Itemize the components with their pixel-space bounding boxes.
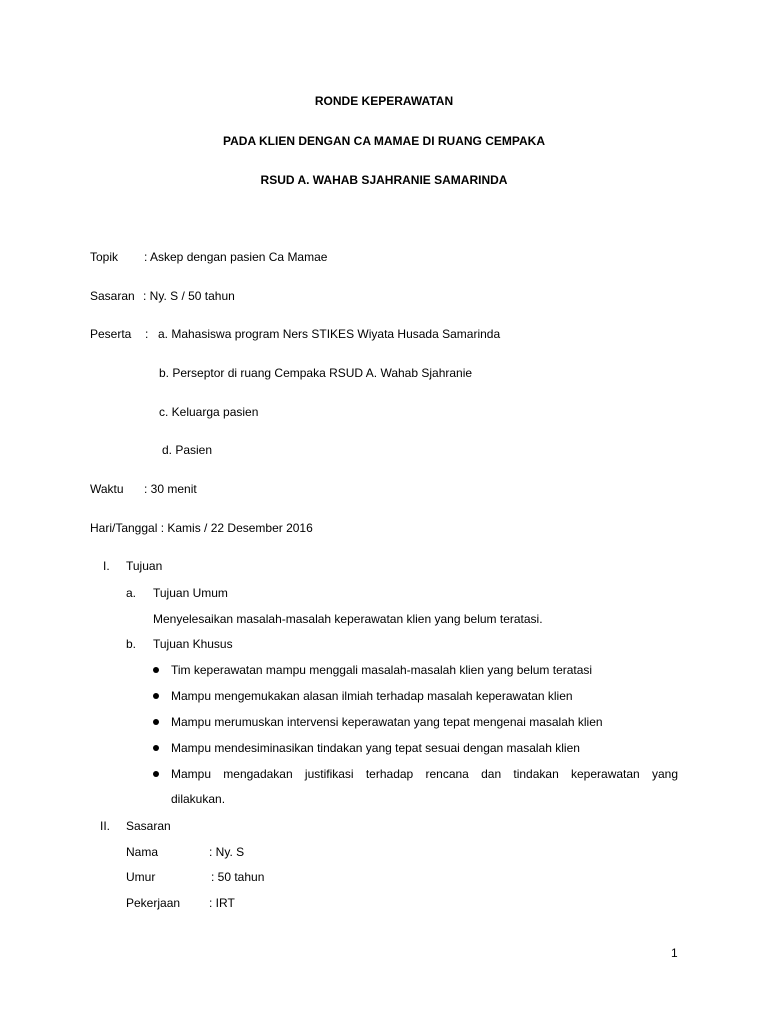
title-line-1: RONDE KEPERAWATAN	[314, 94, 454, 108]
bullet-item: Mampu mengemukakan alasan ilmiah terhadap masalah keperawatan klien	[171, 689, 573, 703]
subsection-a-mark: a.	[126, 586, 137, 600]
sasaran-row-label: Umur	[126, 870, 156, 884]
sasaran-label: Sasaran	[90, 289, 135, 303]
subsection-a-text: Menyelesaikan masalah-masalah keperawatan klien yang belum teratasi.	[153, 612, 543, 626]
topik-value: : Askep dengan pasien Ca Mamae	[144, 250, 328, 264]
title-line-3: RSUD A. WAHAB SJAHRANIE SAMARINDA	[260, 173, 508, 187]
bullet-icon	[153, 667, 159, 673]
peserta-label: Peserta	[90, 327, 132, 341]
bullet-icon	[153, 719, 159, 725]
bullet-item: Mampu mendesiminasikan tindakan yang tepat sesuai dengan masalah klien	[171, 741, 580, 755]
bullet-icon	[153, 693, 159, 699]
section-2-title: Sasaran	[126, 819, 171, 833]
section-2-number: II.	[100, 819, 111, 833]
topik-label: Topik	[90, 250, 119, 264]
page-number: 1	[671, 946, 678, 960]
sasaran-row-label: Pekerjaan	[126, 896, 181, 910]
bullet-item: Mampu mengadakan justifikasi terhadap rencana dan tindakan keperawatan yang	[171, 767, 678, 781]
waktu-label: Waktu	[90, 482, 124, 496]
sasaran-row-label: Nama	[126, 845, 159, 859]
bullet-item: Mampu merumuskan intervensi keperawatan yang tepat mengenai masalah klien	[171, 715, 603, 729]
bullet-item-continuation: dilakukan.	[171, 792, 226, 806]
peserta-colon: :	[145, 327, 149, 341]
bullet-icon	[153, 771, 159, 777]
sasaran-row-value: : 50 tahun	[211, 870, 265, 884]
subsection-a-title: Tujuan Umum	[153, 586, 228, 600]
section-1-number: I.	[103, 559, 110, 573]
sasaran-row-value: : Ny. S	[209, 845, 245, 859]
title-line-2: PADA KLIEN DENGAN CA MAMAE DI RUANG CEMPAKA	[223, 134, 545, 148]
bullet-item: Tim keperawatan mampu menggali masalah-masalah klien yang belum teratasi	[171, 663, 593, 677]
peserta-item: b. Perseptor di ruang Cempaka RSUD A. Wahab Sjahranie	[159, 366, 473, 380]
sasaran-value: : Ny. S / 50 tahun	[143, 289, 235, 303]
waktu-value: : 30 menit	[144, 482, 197, 496]
section-1-title: Tujuan	[126, 559, 163, 573]
sasaran-row-value: : IRT	[209, 896, 235, 910]
peserta-item: c. Keluarga pasien	[159, 405, 259, 419]
peserta-item: d. Pasien	[162, 443, 213, 457]
hari-tanggal: Hari/Tanggal : Kamis / 22 Desember 2016	[90, 521, 313, 535]
bullet-icon	[153, 745, 159, 751]
subsection-b-mark: b.	[126, 637, 137, 651]
subsection-b-title: Tujuan Khusus	[153, 637, 233, 651]
peserta-item: a. Mahasiswa program Ners STIKES Wiyata Husada Samarinda	[158, 327, 501, 341]
